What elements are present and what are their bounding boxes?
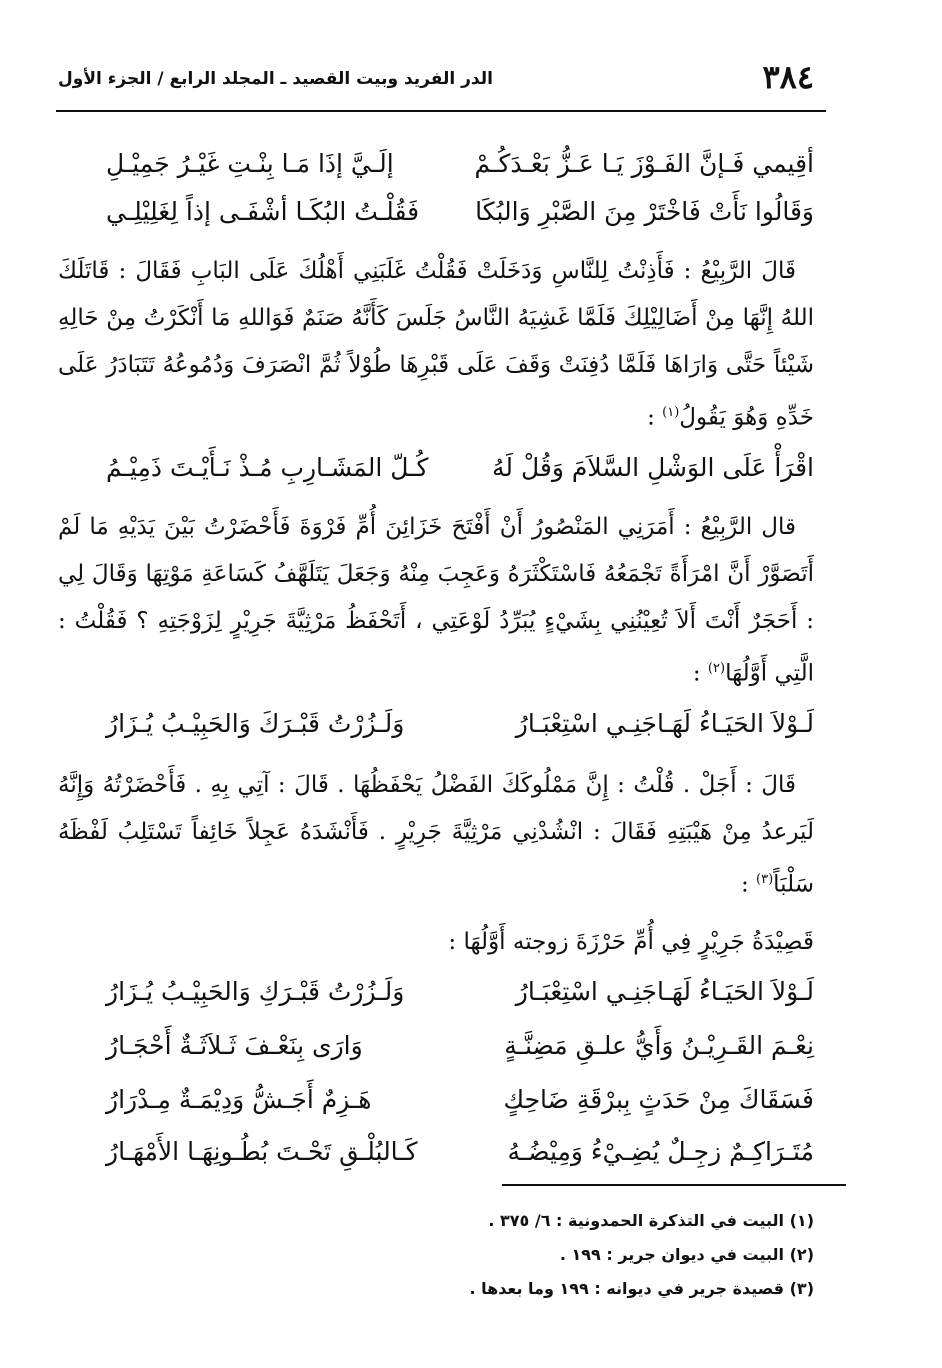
footnote-3: (٣) قصيدة جرير في ديوانه : ١٩٩ وما بعدها . <box>469 1279 814 1298</box>
poem-verse-line <box>106 1128 814 1176</box>
verse-second-hemistich: وَلَـزُرْتُ قَبْـرَكِ وَالحَبِيْـبُ يُـزَارُ <box>106 977 405 1006</box>
verse-second-hemistich: وَارَى بِنَعْـفَ ثَـلاَثَـةٌ أَحْجَـارُ <box>106 1031 363 1060</box>
verse-line <box>106 444 814 492</box>
verse-first-hemistich: لَـوْلاَ الحَيَـاءُ لَهَـاجَنِـي اسْتِعْبَـارُ <box>515 709 814 738</box>
verse-line <box>106 188 814 236</box>
page-number: ٣٨٤ <box>762 58 814 96</box>
footnote-marker: (٣) <box>756 872 774 887</box>
verse-first-hemistich: نِعْـمَ القَـرِيْـنُ وَأَيُّ علـقِ مَضِنَّـةٍ <box>504 1031 814 1060</box>
paragraph-rabi-1: قَالَ الرَّبِيْعُ : فَأَذِنْتُ لِلنَّاسِ وَدَخَلَتْ فَقُلْتُ غَلَبَنِي أَهْلُكَ عَلَى البَابِ فَقَالَ : قَاتَلَكَ اللهُ إِنَّهَا مِنْ أَضَالِيْلِكَ فَلَمَّا غَشِيَهُ النَّاسُ جَلَسَ كَأَنَّهُ صَنَمٌ فَوَاللهِ مَا أَنْكَرْتُ مِنْ حَالِهِ شَيْئاً حَتَّى وَارَاهَا فَلَمَّا دُفِنَتْ وَقَفَ عَلَى قَبْرِهَا طُوْلاً ثُمَّ انْصَرَفَ وَدُمُوعُهُ تَتَبَادَرُ عَلَى خَدِّهِ وَهُوَ يَقُولُ$^{(١)}$ : <box>58 258 814 431</box>
footnote-marker: (١) <box>662 405 680 420</box>
verse-second-hemistich: كُـلّ المَشَـارِبِ مُـذْ نَـأَيْـتَ ذَمِيْـمُ <box>106 453 429 482</box>
paragraph-rabi-3: قَالَ : أَجَلْ . قُلْتُ : إِنَّ مَمْلُوكَكَ الفَضْلُ يَحْفَظُهَا . قَالَ : آتِي بِهِ . فَأَحْضَرْتُهُ وَإِنَّهُ لَيَرعدُ مِنْ هَيْبَتِهِ فَقَالَ : انْشُدْنِي مَرْثِيَّةَ جَرِيْرٍ . فَأَنْشَدَهُ عَجِلاً خَائِفاً تَسْتَلِبُ لَفْظَهُ سَلْبَاً$^{(٣)}$ : <box>58 772 814 898</box>
verse-line <box>106 140 814 188</box>
poem-verse-line <box>106 1076 814 1124</box>
poem-intro: قَصِيْدَةُ جَرِيْرٍ فِي أُمِّ حَرْزَةَ زوجته أَوَّلُهَا : <box>448 929 814 955</box>
verse-second-hemistich: فَقُلْـتُ البُكَـا أشْفَـى إذاً لِغَلِيْلِـي <box>106 197 420 226</box>
header-rule <box>56 110 826 112</box>
poem-verse-line <box>106 1022 814 1070</box>
footnote-1: (١) البيت في التذكرة الحمدونية : ٦/ ٣٧٥ . <box>488 1211 814 1230</box>
paragraph-text: قَالَ الرَّبِيْعُ : فَأَذِنْتُ لِلنَّاسِ وَدَخَلَتْ فَقُلْتُ غَلَبَنِي أَهْلُكَ عَلَى البَابِ فَقَالَ : قَاتَلَكَ اللهُ إِنَّهَا مِنْ أَضَالِيْلِكَ فَلَمَّا غَشِيَهُ النَّاسُ جَلَسَ كَأَنَّهُ صَنَمٌ فَوَاللهِ مَا أَنْكَرْتُ مِنْ حَالِهِ شَيْئاً حَتَّى وَارَاهَا فَلَمَّا دُفِنَتْ وَقَفَ عَلَى قَبْرِهَا طُوْلاً ثُمَّ انْصَرَفَ وَدُمُوعُهُ تَتَبَادَرُ عَلَى خَدِّهِ وَهُوَ يَقُولُ <box>58 258 814 431</box>
verse-first-hemistich: فَسَقَاكَ مِنْ حَدَثٍ بِبرْقَةِ ضَاحِكٍ <box>503 1085 814 1114</box>
verse-second-hemistich: وَلَـزُرْتُ قَبْـرَكَ وَالحَبِيْـبُ يُـزَارُ <box>106 709 405 738</box>
paragraph-rabi-2: قال الرَّبِيْعُ : أَمَرَنِي المَنْصُورُ أَنْ أَفْتَحَ خَزَائِنَ أُمِّ فَرْوَةَ فَأَحْضَرْتُ بَيْنَ يَدَيْهِ مَا لَمْ أَتَصَوَّرْ أَنَّ امْرَأَةً تَجْمَعُهُ فَاسْتَكْثَرَهُ وَعَجِبَ مِنْهُ وَجَعَلَ يَتَلَهَّفُ كَسَاعَةِ مَوْتِهَا وَقَالَ لِي : أَحَجَرٌ أَنْتَ أَلاَ تُعِيْنُنِي بِشَيْءٍ يُبَرِّدُ لَوْعَتِي ، أَتَحْفَظُ مَرْثِيَّةَ جَرِيْرٍ لِزَوْجَتِهِ ؟ فَقُلْتُ : الَّتِي أَوَّلُهَا$^{(٢)}$ : <box>58 514 814 687</box>
poem-verse-line <box>106 968 814 1016</box>
paragraph-text: قال الرَّبِيْعُ : أَمَرَنِي المَنْصُورُ أَنْ أَفْتَحَ خَزَائِنَ أُمِّ فَرْوَةَ فَأَحْضَرْتُ بَيْنَ يَدَيْهِ مَا لَمْ أَتَصَوَّرْ أَنَّ امْرَأَةً تَجْمَعُهُ فَاسْتَكْثَرَهُ وَعَجِبَ مِنْهُ وَجَعَلَ يَتَلَهَّفُ كَسَاعَةِ مَوْتِهَا وَقَالَ لِي : أَحَجَرٌ أَنْتَ أَلاَ تُعِيْنُنِي بِشَيْءٍ يُبَرِّدُ لَوْعَتِي ، أَتَحْفَظُ مَرْثِيَّةَ جَرِيْرٍ لِزَوْجَتِهِ ؟ فَقُلْتُ : الَّتِي أَوَّلُهَا <box>58 514 814 687</box>
verse-second-hemistich: إلَـيَّ إذَا مَـا بِنْـتِ غَيْـرُ جَمِيْـلِ <box>106 149 394 178</box>
verse-second-hemistich: هَـزِمٌ أَجَـشُّ وَدِيْمَـةٌ مِـدْرَارُ <box>106 1085 372 1114</box>
running-title: الدر الفريد وبيت القصيد ـ المجلد الرابع / الجزء الأول <box>58 69 493 89</box>
footnote-rule <box>502 1184 846 1186</box>
footnote-marker: (٢) <box>707 661 726 676</box>
verse-first-hemistich: أقِيمي فَـإنَّ الفَـوْزَ يَـا عَـزُّ بَعْـدَكُـمْ <box>474 149 814 178</box>
footnote-2: (٢) البيت في ديوان جرير : ١٩٩ . <box>559 1245 814 1264</box>
verse-second-hemistich: كَـالبُلْـقِ تَحْـتَ بُطُـونِهَـا الأَمْهَـارُ <box>106 1137 418 1166</box>
paragraph-text: قَالَ : أَجَلْ . قُلْتُ : إِنَّ مَمْلُوكَكَ الفَضْلُ يَحْفَظُهَا . قَالَ : آتِي بِهِ . فَأَحْضَرْتُهُ وَإِنَّهُ لَيَرعدُ مِنْ هَيْبَتِهِ فَقَالَ : انْشُدْنِي مَرْثِيَّةَ جَرِيْرٍ . فَأَنْشَدَهُ عَجِلاً خَائِفاً تَسْتَلِبُ لَفْظَهُ سَلْبَاً <box>58 772 814 898</box>
verse-first-hemistich: مُتَـرَاكِـمٌ زجِـلٌ يُضِـيْءُ وَمِيْضُـهُ <box>507 1137 814 1166</box>
verse-first-hemistich: وَقَالُوا نَأَتْ فَاخْتَرْ مِنَ الصَّبْرِ وَالبُكَا <box>475 197 814 226</box>
verse-first-hemistich: اقْرَأْ عَلَى الوَشْلِ السَّلاَمَ وَقُلْ لَهُ <box>492 453 814 482</box>
verse-first-hemistich: لَـوْلاَ الحَيَـاءُ لَهَـاجَنِـي اسْتِعْبَـارُ <box>515 977 814 1006</box>
verse-line <box>106 700 814 748</box>
